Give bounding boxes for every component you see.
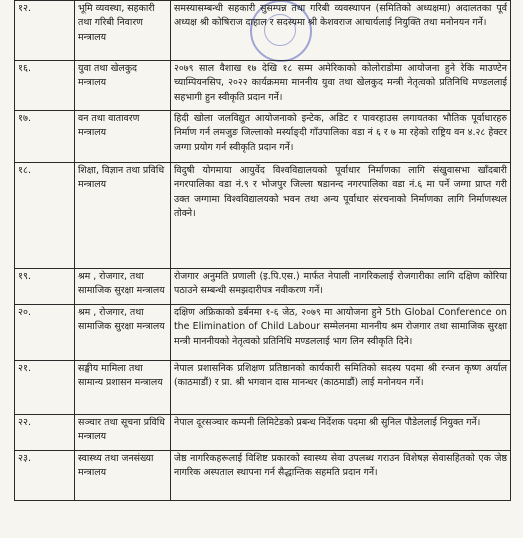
row-number: १२. xyxy=(15,1,75,61)
ministry-name: श्रम , रोजगार, तथा सामाजिक सुरक्षा मन्त्रालय xyxy=(75,305,171,361)
table-row xyxy=(15,1,511,61)
ministry-name: युवा तथा खेलकुद मन्त्रालय xyxy=(75,61,171,111)
row-number: २०. xyxy=(15,305,75,361)
ministry-name: भूमि व्यवस्था, सहकारी तथा गरिबी निवारण मन्त्रालय xyxy=(75,1,171,61)
decision-text: विदुषी योगमाया आयुर्वेद विश्वविद्यालयको पूर्वाधार निर्माणका लागि संखुवासभा खाँदबारी नगरपालिका वडा नं.९ र भोजपुर जिल्ला षडानन्द नगरपालिका वडा नं.६ मा पर्ने जग्गा प्राप्त गरी उक्त जग्गामा विश्वविद्यालयको भवन तथा अन्य पूर्वाधार संरचनाको निर्माणका लागि निर्माणस्थल तोक्ने। xyxy=(171,163,511,269)
decision-text: दक्षिण अफ्रिकाको डर्बनमा १-६ जेठ, २०७९ मा आयोजना हुने 5th Global Conference on the Elimination of Child Labour सम्मेलनमा माननीय श्रम रोजगार तथा सामाजिक सुरक्षा मन्त्री माननीयको नेतृत्वको प्रतिनिधि मण्डललाई भाग लिन स्वीकृति दिने। xyxy=(171,305,511,361)
ministry-name: शिक्षा, विज्ञान तथा प्रविधि मन्त्रालय xyxy=(75,163,171,269)
row-number: २३. xyxy=(15,451,75,501)
table-row xyxy=(15,305,511,361)
row-number: २२. xyxy=(15,415,75,451)
row-number: २१. xyxy=(15,361,75,415)
decision-text: नेपाल दूरसञ्चार कम्पनी लिमिटेडको प्रबन्ध निर्देशक पदमा श्री सुनिल पौडेललाई नियुक्त गर्ने। xyxy=(171,415,511,451)
ministry-name: सञ्चार तथा सूचना प्रविधि मन्त्रालय xyxy=(75,415,171,451)
table-row xyxy=(15,111,511,163)
decision-text: हिदी खोला जलविद्युत आयोजनाको इन्टेक, अडिट र पावरहाउस लगायतका भौतिक पूर्वाधारहरु निर्माण गर्न लमजुङ जिल्लाको मर्स्याङ्दी गाँउपालिका वडा नं ६ र ७ मा रहेको राष्ट्रिय वन ४.२८ हेक्टर जग्गा प्रयोग गर्न स्वीकृति प्रदान गर्ने। xyxy=(171,111,511,163)
decision-text: समस्यासम्बन्धी सहकारी सुसम्पन्न तथा गरिबी व्यवस्थापन (समितिको अध्यक्षमा) अदालतका पूर्व अध्यक्ष श्री कोषिराज दाहाल र सदस्यमा श्री केशवराज आचार्यलाई नियुक्ति तथा मनोनयन गर्ने। xyxy=(171,1,511,61)
decision-text: रोजगार अनुमति प्रणाली (इ.पि.एस.) मार्फत नेपाली नागरिकलाई रोजगारीका लागि दक्षिण कोरिया पठाउने सम्बन्धी समझदारीपत्र नवीकरण गर्ने। xyxy=(171,269,511,305)
ministry-name: सङ्घीय मामिला तथा सामान्य प्रशासन मन्त्रालय xyxy=(75,361,171,415)
row-number: १६. xyxy=(15,61,75,111)
table-row xyxy=(15,269,511,305)
row-number: १७. xyxy=(15,111,75,163)
decision-text: नेपाल प्रशासनिक प्रशिक्षण प्रतिष्ठानको कार्यकारी समितिको सदस्य पदमा श्री रन्जन कृष्ण अर्याल (काठमाडौं) र प्रा. श्री भगवान दास मानन्धर (काठमाडौं) लाई मनोनयन गर्ने। xyxy=(171,361,511,415)
row-number: १८. xyxy=(15,163,75,269)
decision-text: २०७९ साल वैशाख १७ देखि १८ सम्म अमेरिकाको कोलोराडोमा आयोजना हुने रेकि माउण्टेन च्याम्पियनसिप, २०२२ कार्यक्रममा माननीय युवा तथा खेलकुद मन्त्री नेतृत्वको प्रतिनिधि मण्डललाई सहभागी हुन स्वीकृति प्रदान गर्ने। xyxy=(171,61,511,111)
decision-text: जेष्ठ नागरिकहरूलाई विशिष्ट प्रकारको स्वास्थ्य सेवा उपलब्ध गराउन विशेषज्ञ सेवासहितको एक जेष्ठ नागरिक अस्पताल स्थापना गर्न सैद्धान्तिक सहमति प्रदान गर्ने। xyxy=(171,451,511,501)
cabinet-decisions-table xyxy=(14,0,511,501)
table-row xyxy=(15,163,511,269)
ministry-name: श्रम , रोजगार, तथा सामाजिक सुरक्षा मन्त्रालय xyxy=(75,269,171,305)
row-number: १९. xyxy=(15,269,75,305)
ministry-name: वन तथा वातावरण मन्त्रालय xyxy=(75,111,171,163)
table-row xyxy=(15,451,511,501)
ministry-name: स्वास्थ्य तथा जनसंख्या मन्त्रालय xyxy=(75,451,171,501)
table-row xyxy=(15,361,511,415)
table-row xyxy=(15,61,511,111)
table-row xyxy=(15,415,511,451)
